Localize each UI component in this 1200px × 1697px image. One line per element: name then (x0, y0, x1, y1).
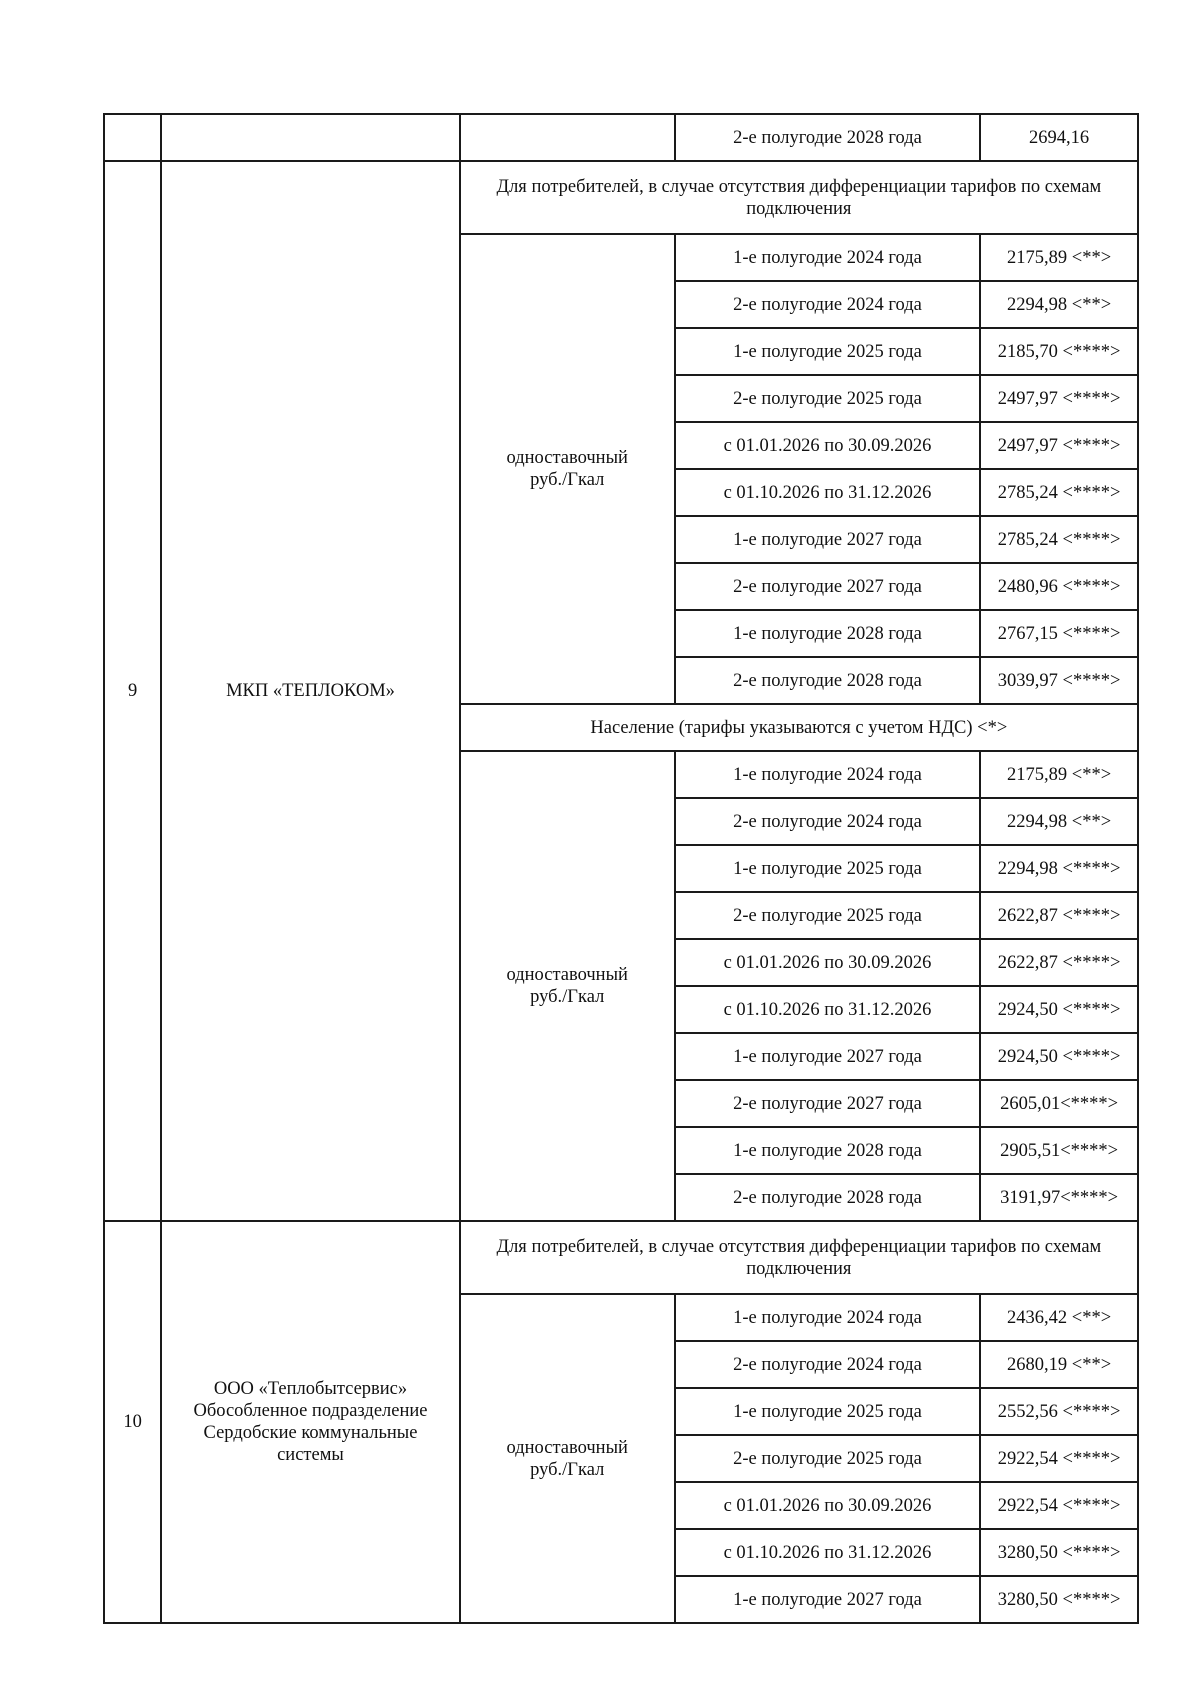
tariff-value-cell: 2605,01<****> (980, 1080, 1138, 1127)
tariff-value-cell: 2622,87 <****> (980, 892, 1138, 939)
period-cell: 2-е полугодие 2024 года (675, 798, 980, 845)
period-cell: 1-е полугодие 2027 года (675, 1576, 980, 1623)
tariff-value-cell: 2680,19 <**> (980, 1341, 1138, 1388)
period-cell: 2-е полугодие 2025 года (675, 892, 980, 939)
section-header-row (104, 161, 1138, 234)
org-number-cell (104, 114, 161, 161)
org-number-cell: 9 (104, 161, 161, 1221)
tariff-value-cell: 2694,16 (980, 114, 1138, 161)
tariff-value-cell: 3039,97 <****> (980, 657, 1138, 704)
period-cell: 1-е полугодие 2027 года (675, 1033, 980, 1080)
period-cell: 1-е полугодие 2024 года (675, 1294, 980, 1341)
tariff-value-cell: 2185,70 <****> (980, 328, 1138, 375)
period-cell: 2-е полугодие 2028 года (675, 114, 980, 161)
period-cell: 1-е полугодие 2024 года (675, 234, 980, 281)
tariff-value-cell: 2922,54 <****> (980, 1435, 1138, 1482)
tariff-value-cell: 2552,56 <****> (980, 1388, 1138, 1435)
tariff-value-cell: 2905,51<****> (980, 1127, 1138, 1174)
tariff-value-cell: 2294,98 <**> (980, 281, 1138, 328)
section-header: Для потребителей, в случае отсутствия дифференциации тарифов по схемам подключения (460, 161, 1138, 234)
section-header-row (104, 1221, 1138, 1294)
period-cell: 1-е полугодие 2027 года (675, 516, 980, 563)
period-cell: 1-е полугодие 2028 года (675, 1127, 980, 1174)
period-cell: 1-е полугодие 2025 года (675, 328, 980, 375)
section-header: Для потребителей, в случае отсутствия дифференциации тарифов по схемам подключения (460, 1221, 1138, 1294)
tariff-value-cell: 2436,42 <**> (980, 1294, 1138, 1341)
period-cell: с 01.01.2026 по 30.09.2026 (675, 1482, 980, 1529)
tariff-value-cell: 2294,98 <****> (980, 845, 1138, 892)
period-cell: 2-е полугодие 2028 года (675, 657, 980, 704)
period-cell: 2-е полугодие 2025 года (675, 1435, 980, 1482)
period-cell: 1-е полугодие 2025 года (675, 1388, 980, 1435)
tariff-value-cell: 2924,50 <****> (980, 986, 1138, 1033)
tariff-value-cell: 2497,97 <****> (980, 375, 1138, 422)
tariff-value-cell: 2767,15 <****> (980, 610, 1138, 657)
tariff-table (103, 113, 1139, 1624)
tariff-value-cell: 2175,89 <**> (980, 751, 1138, 798)
tariff-value-cell: 3280,50 <****> (980, 1576, 1138, 1623)
tariff-value-cell: 2785,24 <****> (980, 516, 1138, 563)
period-cell: с 01.10.2026 по 31.12.2026 (675, 1529, 980, 1576)
period-cell: 2-е полугодие 2024 года (675, 281, 980, 328)
period-cell: с 01.10.2026 по 31.12.2026 (675, 986, 980, 1033)
org-name-cell (161, 114, 459, 161)
tariff-type-cell (460, 114, 675, 161)
org-name-cell: МКП «ТЕПЛОКОМ» (161, 161, 459, 1221)
tariff-table-body (104, 114, 1138, 1623)
period-cell: 2-е полугодие 2024 года (675, 1341, 980, 1388)
section-header: Население (тарифы указываются с учетом НДС) <*> (460, 704, 1138, 751)
period-cell: 1-е полугодие 2025 года (675, 845, 980, 892)
period-cell: с 01.10.2026 по 31.12.2026 (675, 469, 980, 516)
period-cell: 1-е полугодие 2028 года (675, 610, 980, 657)
org-number-cell: 10 (104, 1221, 161, 1623)
tariff-type-cell: одноставочный руб./Гкал (460, 234, 675, 704)
tariff-value-cell: 3280,50 <****> (980, 1529, 1138, 1576)
tariff-value-cell: 2480,96 <****> (980, 563, 1138, 610)
tariff-value-cell: 3191,97<****> (980, 1174, 1138, 1221)
tariff-value-cell: 2924,50 <****> (980, 1033, 1138, 1080)
org-name-cell: ООО «Теплобытсервис» Обособленное подразделение Сердобские коммунальные системы (161, 1221, 459, 1623)
tariff-value-cell: 2922,54 <****> (980, 1482, 1138, 1529)
period-cell: 2-е полугодие 2028 года (675, 1174, 980, 1221)
tariff-value-cell: 2497,97 <****> (980, 422, 1138, 469)
period-cell: 2-е полугодие 2027 года (675, 563, 980, 610)
period-cell: 1-е полугодие 2024 года (675, 751, 980, 798)
period-cell: с 01.01.2026 по 30.09.2026 (675, 939, 980, 986)
period-cell: 2-е полугодие 2027 года (675, 1080, 980, 1127)
period-cell: с 01.01.2026 по 30.09.2026 (675, 422, 980, 469)
tariff-value-cell: 2785,24 <****> (980, 469, 1138, 516)
period-cell: 2-е полугодие 2025 года (675, 375, 980, 422)
tariff-value-cell: 2622,87 <****> (980, 939, 1138, 986)
table-row (104, 114, 1138, 161)
tariff-type-cell: одноставочный руб./Гкал (460, 1294, 675, 1623)
tariff-type-cell: одноставочный руб./Гкал (460, 751, 675, 1221)
tariff-value-cell: 2175,89 <**> (980, 234, 1138, 281)
tariff-value-cell: 2294,98 <**> (980, 798, 1138, 845)
